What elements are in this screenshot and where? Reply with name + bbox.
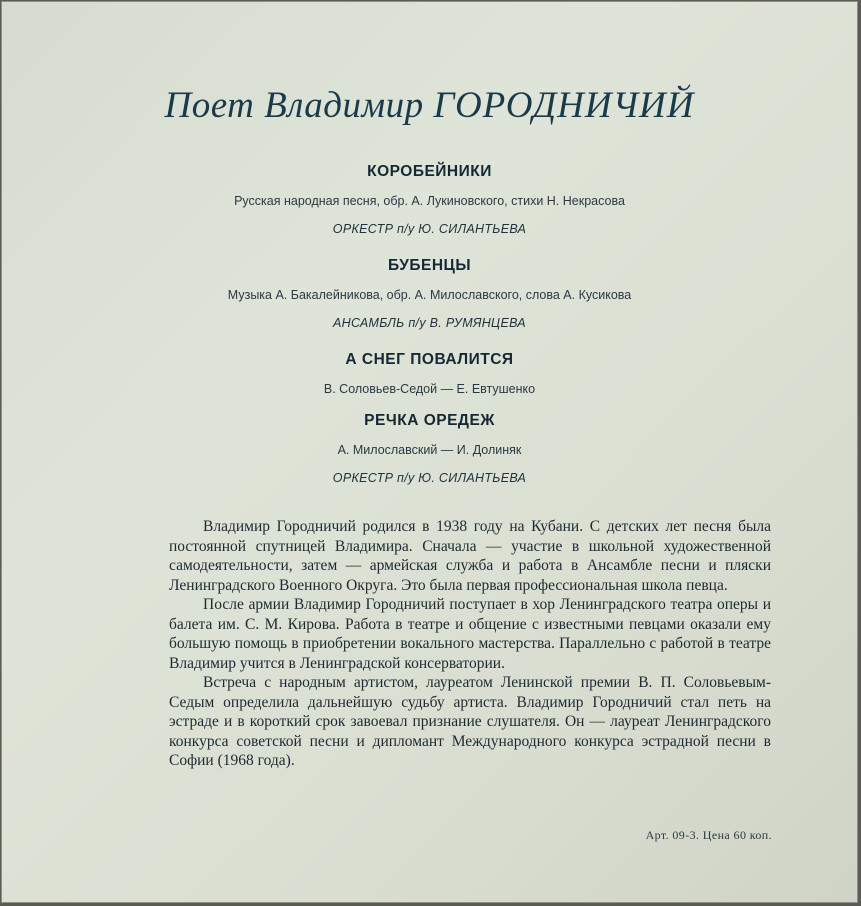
record-sleeve xyxy=(2,2,857,902)
track-title: А СНЕГ ПОВАЛИТСЯ xyxy=(345,351,514,368)
track-performer: ОРКЕСТР п/у Ю. СИЛАНТЬЕВА xyxy=(332,471,527,485)
track-performer: АНСАМБЛЬ п/у В. РУМЯНЦЕВА xyxy=(333,316,526,330)
track-item xyxy=(2,411,857,487)
title-surname: ГОРОДНИЧИЙ xyxy=(433,85,695,126)
track-credit: В. Соловьев-Седой — Е. Евтушенко xyxy=(323,382,536,396)
track-title: РЕЧКА ОРЕДЕЖ xyxy=(364,412,495,429)
track-credit: Русская народная песня, обр. А. Лукиновского, стихи Н. Некрасова xyxy=(234,194,625,208)
biography-paragraph: После армии Владимир Городничий поступает в хор Ленинградского театра оперы и балета им. С. М. Кирова. Работа в театре и общение с известными певцами оказали ему большую помощь в приобретении вокального мастерства. Параллельно с работой в театре Владимир учится в Ленинградской консерватории. xyxy=(169,596,771,672)
biography-paragraph: Встреча с народным артистом, лауреатом Ленинской премии В. П. Соловьевым-Седым определила дальнейшую судьбу артиста. Владимир Городничий стал петь на эстраде и в короткий срок завоевал признание слушателя. Он — лауреат Ленинградского конкурса советской песни и дипломант Международного конкурса эстрадной песни в Софии (1968 года). xyxy=(169,674,771,769)
track-performer: ОРКЕСТР п/у Ю. СИЛАНТЬЕВА xyxy=(332,222,527,236)
track-item xyxy=(2,350,857,398)
title-lead: Поет Владимир xyxy=(164,85,424,126)
biography xyxy=(169,517,771,771)
track-title: БУБЕНЦЫ xyxy=(387,257,472,274)
track-credit: Музыка А. Бакалейникова, обр. А. Милославского, слова А. Кусикова xyxy=(227,288,632,302)
track-item xyxy=(2,162,857,238)
track-title: КОРОБЕЙНИКИ xyxy=(367,163,492,180)
track-list xyxy=(2,162,857,487)
page-title xyxy=(2,84,857,127)
track-item xyxy=(2,256,857,332)
biography-paragraph: Владимир Городничий родился в 1938 году на Кубани. С детских лет песня была постоянной спутницей Владимира. Сначала — участие в школьной художественной самодеятельности, затем — армейская служба и работа в Ансамбле песни и пляски Ленинградского Военного Округа. Это была первая профессиональная школа певца. xyxy=(169,518,771,594)
catalog-price: Арт. 09-3. Цена 60 коп. xyxy=(645,828,772,842)
track-credit: А. Милославский — И. Долиняк xyxy=(337,443,522,457)
